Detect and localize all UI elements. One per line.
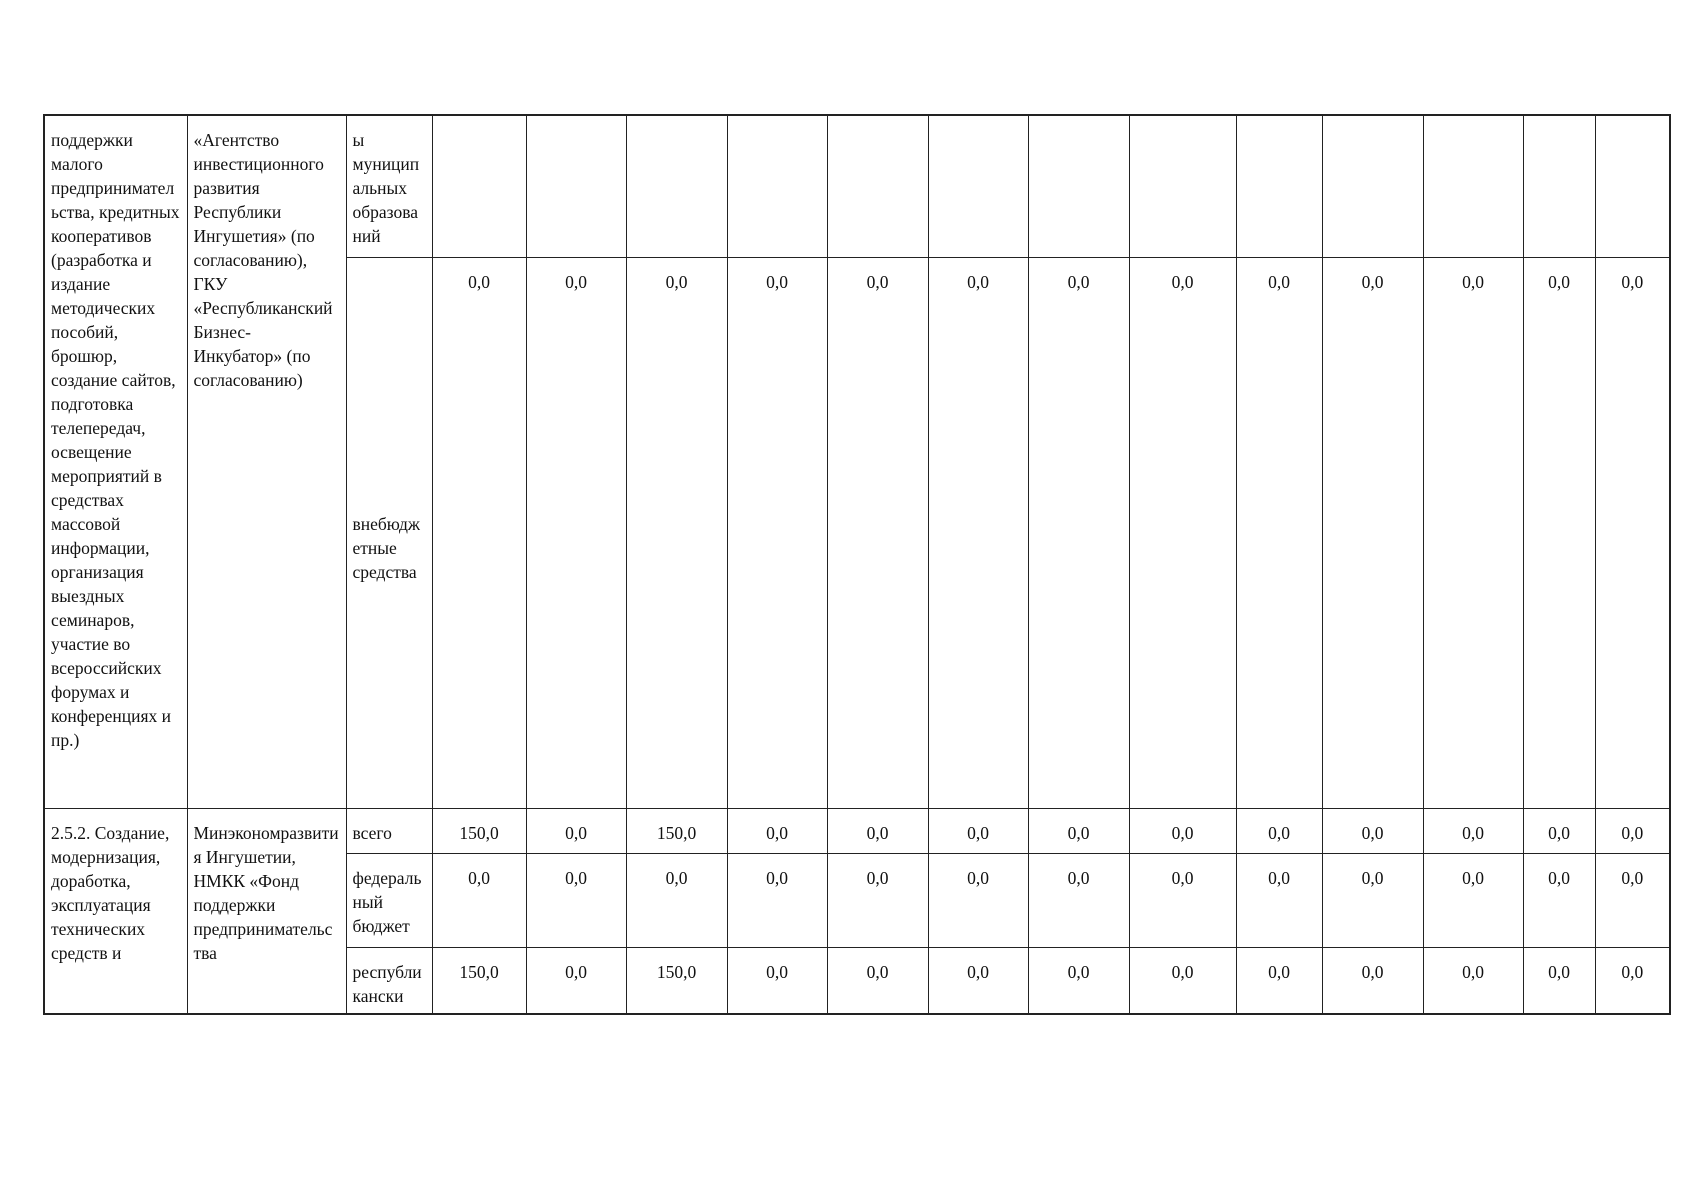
- value-cell: 0,0: [1595, 947, 1670, 1014]
- value-cell: [526, 115, 626, 257]
- value-cell: 0,0: [1322, 257, 1423, 808]
- measure-cell: 2.5.2. Создание, модернизация, доработка, эксплуатация технических средств и: [44, 808, 187, 1014]
- value-cell: 0,0: [827, 947, 928, 1014]
- executor-cell: «Агентство инвестиционного развития Республики Ингушетия» (по согласованию), ГКУ «Республиканский Бизнес-Инкубатор» (по согласованию): [187, 115, 346, 808]
- value-cell: 0,0: [626, 853, 727, 947]
- funding-source-cell: всего: [346, 808, 432, 853]
- value-cell: 0,0: [928, 947, 1028, 1014]
- value-cell: 0,0: [432, 257, 526, 808]
- value-cell: [1523, 115, 1595, 257]
- value-cell: [827, 115, 928, 257]
- value-cell: 0,0: [1423, 257, 1523, 808]
- value-cell: 0,0: [1028, 257, 1129, 808]
- value-cell: [727, 115, 827, 257]
- value-cell: [1236, 115, 1322, 257]
- value-cell: [1595, 115, 1670, 257]
- value-cell: 0,0: [1129, 808, 1236, 853]
- value-cell: 0,0: [1523, 808, 1595, 853]
- value-cell: [432, 115, 526, 257]
- value-cell: 0,0: [1523, 947, 1595, 1014]
- value-cell: 0,0: [827, 808, 928, 853]
- value-cell: 0,0: [1129, 853, 1236, 947]
- value-cell: 0,0: [1423, 853, 1523, 947]
- value-cell: 0,0: [827, 853, 928, 947]
- value-cell: 0,0: [928, 808, 1028, 853]
- value-cell: 0,0: [1129, 947, 1236, 1014]
- value-cell: 0,0: [1595, 257, 1670, 808]
- value-cell: 0,0: [1423, 808, 1523, 853]
- value-cell: 0,0: [928, 853, 1028, 947]
- value-cell: 0,0: [827, 257, 928, 808]
- value-cell: 0,0: [1322, 853, 1423, 947]
- value-cell: 0,0: [626, 257, 727, 808]
- value-cell: 0,0: [1523, 853, 1595, 947]
- funding-source-cell: внебюджетные средства: [346, 257, 432, 808]
- value-cell: 0,0: [432, 853, 526, 947]
- value-cell: [1423, 115, 1523, 257]
- budget-table: [43, 114, 1671, 1015]
- value-cell: 150,0: [626, 808, 727, 853]
- value-cell: 0,0: [1028, 853, 1129, 947]
- value-cell: 0,0: [1236, 808, 1322, 853]
- value-cell: 0,0: [1523, 257, 1595, 808]
- value-cell: 0,0: [526, 808, 626, 853]
- value-cell: 150,0: [432, 808, 526, 853]
- value-cell: 0,0: [1322, 947, 1423, 1014]
- value-cell: [1028, 115, 1129, 257]
- funding-source-cell: федеральный бюджет: [346, 853, 432, 947]
- value-cell: 0,0: [526, 853, 626, 947]
- value-cell: 0,0: [727, 947, 827, 1014]
- value-cell: 0,0: [1236, 853, 1322, 947]
- value-cell: 0,0: [1595, 853, 1670, 947]
- funding-source-cell: ы муниципальных образований: [346, 115, 432, 257]
- value-cell: 0,0: [526, 947, 626, 1014]
- value-cell: [1129, 115, 1236, 257]
- table-row: [44, 115, 1670, 257]
- value-cell: 0,0: [1028, 947, 1129, 1014]
- funding-source-cell: республикански: [346, 947, 432, 1014]
- executor-cell: Минэкономразвития Ингушетии, НМКК «Фонд поддержки предпринимательства: [187, 808, 346, 1014]
- value-cell: [1322, 115, 1423, 257]
- value-cell: 0,0: [928, 257, 1028, 808]
- table-row: [44, 808, 1670, 853]
- value-cell: [626, 115, 727, 257]
- value-cell: [928, 115, 1028, 257]
- measure-cell: поддержки малого предпринимательства, кредитных кооперативов (разработка и издание методических пособий, брошюр, создание сайтов, подготовка телепередач, освещение мероприятий в средствах массовой информации, организация выездных семинаров, участие во всероссийских форумах и конференциях и пр.): [44, 115, 187, 808]
- value-cell: 0,0: [1236, 947, 1322, 1014]
- value-cell: 0,0: [727, 257, 827, 808]
- value-cell: 150,0: [626, 947, 727, 1014]
- value-cell: 0,0: [1129, 257, 1236, 808]
- value-cell: 0,0: [1028, 808, 1129, 853]
- value-cell: 0,0: [1595, 808, 1670, 853]
- value-cell: 0,0: [1236, 257, 1322, 808]
- value-cell: 0,0: [526, 257, 626, 808]
- value-cell: 0,0: [727, 808, 827, 853]
- value-cell: 0,0: [1322, 808, 1423, 853]
- value-cell: 0,0: [1423, 947, 1523, 1014]
- value-cell: 0,0: [727, 853, 827, 947]
- value-cell: 150,0: [432, 947, 526, 1014]
